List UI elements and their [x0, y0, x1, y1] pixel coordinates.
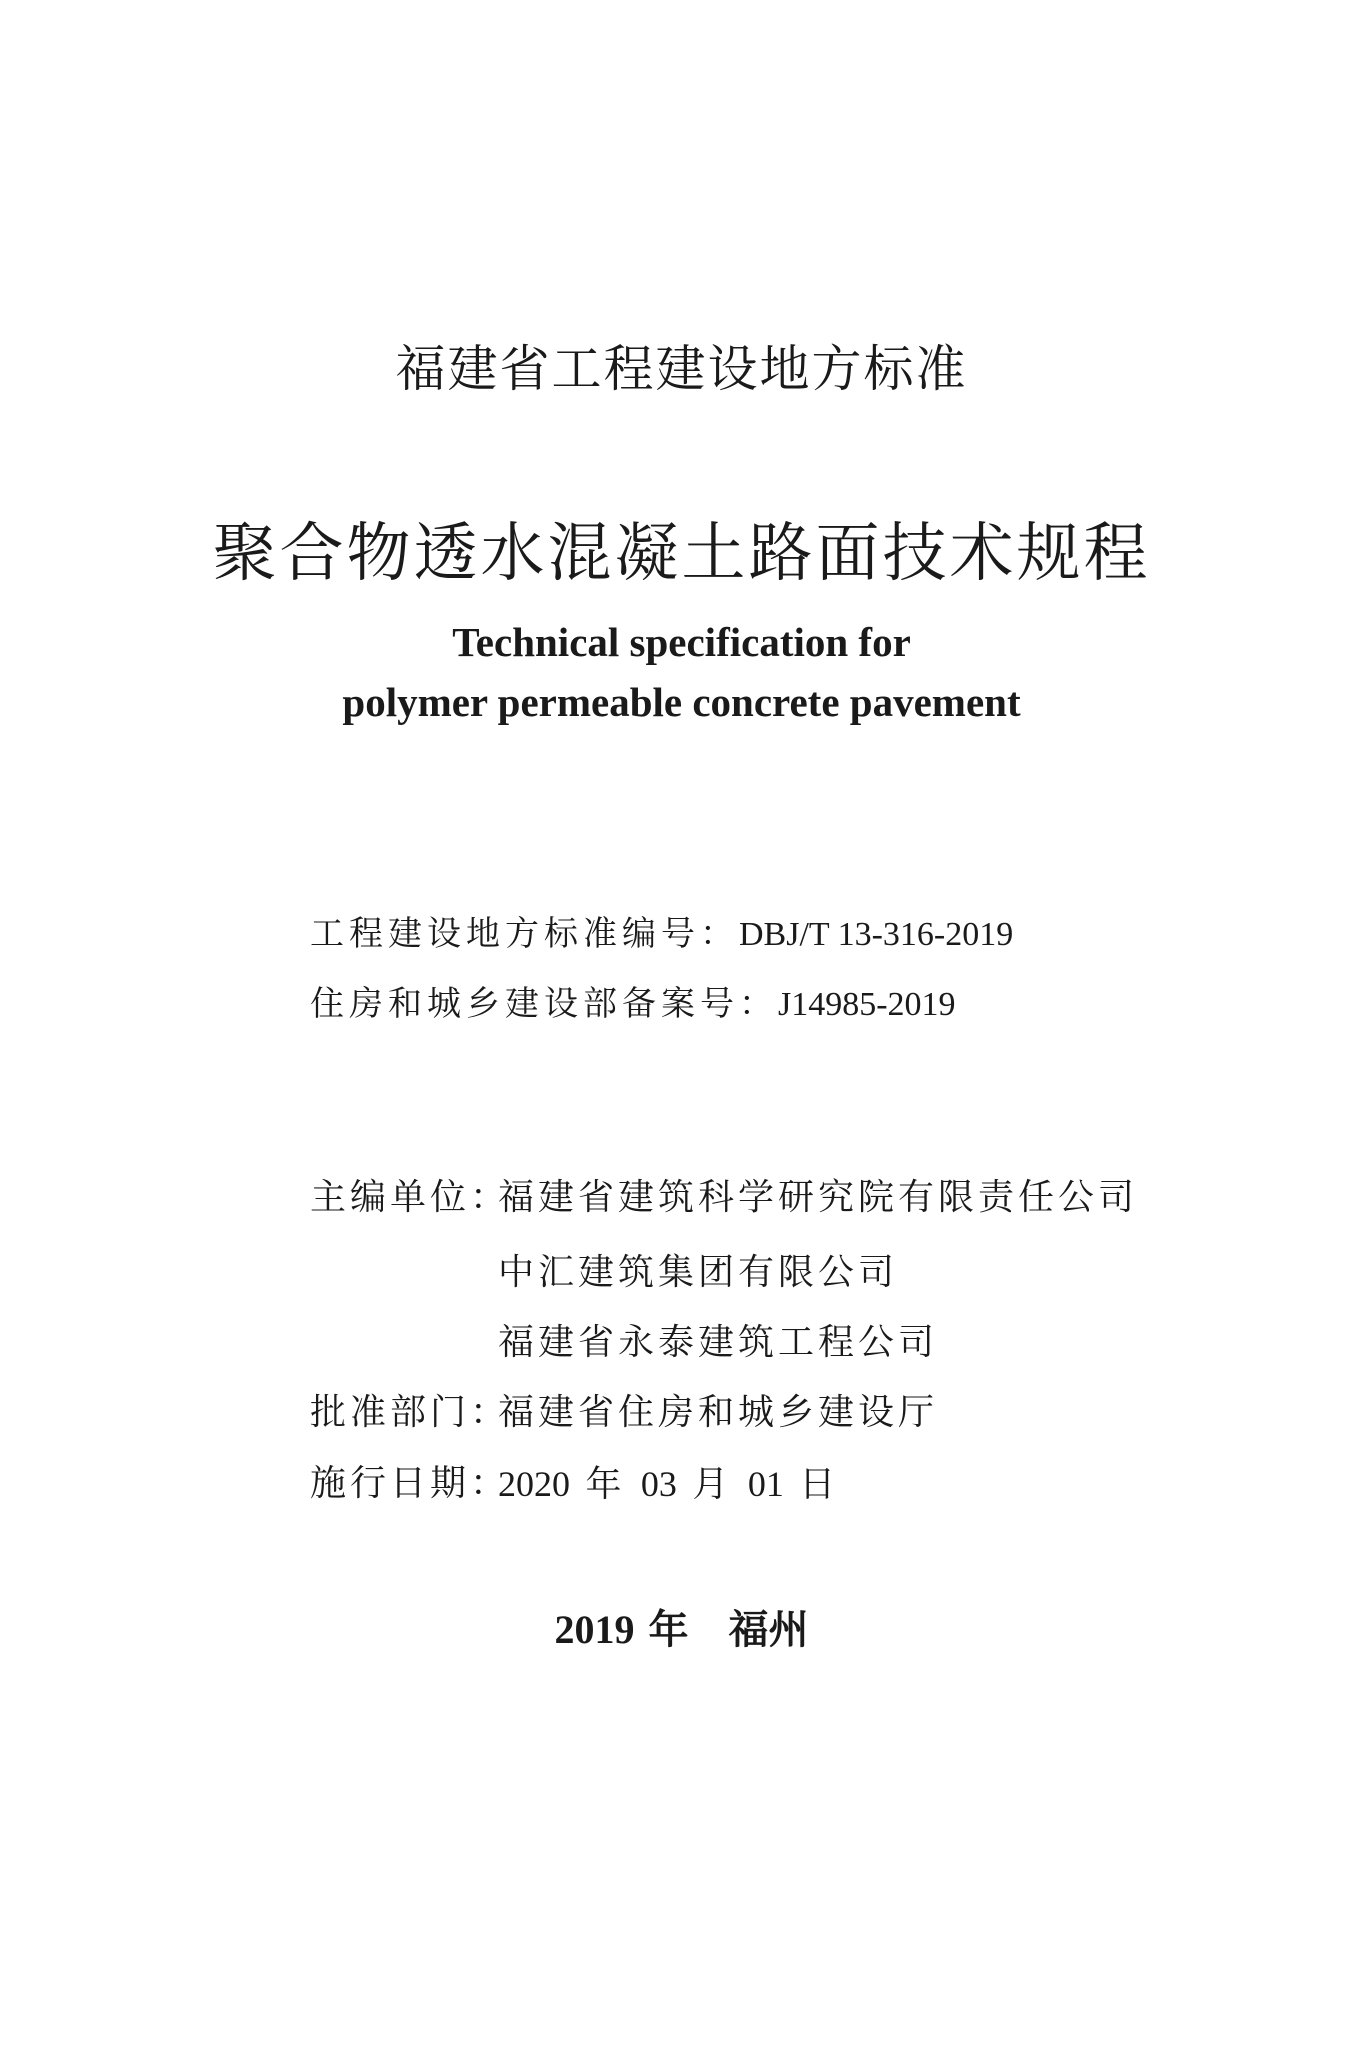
publication-city: 福州	[728, 1607, 809, 1653]
chief-editor-unit-1: 福建省建筑科学研究院有限责任公司	[498, 1177, 1139, 1218]
publication-footer	[0, 1607, 1363, 1653]
chief-editor-label: 主编单位：	[310, 1177, 511, 1218]
document-title-en-line2: polymer permeable concrete pavement	[342, 679, 1021, 725]
record-number	[310, 984, 956, 1024]
effective-day-unit: 日	[799, 1464, 840, 1505]
standard-number-value: DBJ/T 13-316-2019	[739, 916, 1014, 953]
effective-day: 01	[747, 1464, 784, 1504]
effective-date-value	[498, 1466, 839, 1503]
chief-editor-unit-3: 福建省永泰建筑工程公司	[498, 1322, 939, 1363]
effective-month: 03	[640, 1464, 677, 1504]
publication-year-unit: 年	[648, 1607, 689, 1653]
series-title: 福建省工程建设地方标准	[395, 340, 968, 398]
standard-number	[310, 914, 1014, 954]
record-number-label: 住房和城乡建设部备案号：	[310, 984, 778, 1024]
approval-label: 批准部门：	[310, 1392, 511, 1433]
document-title-zh: 聚合物透水混凝土路面技术规程	[212, 517, 1151, 591]
record-number-value: J14985-2019	[778, 986, 956, 1023]
effective-date-label: 施行日期：	[310, 1463, 511, 1504]
approval-value: 福建省住房和城乡建设厅	[498, 1392, 939, 1433]
chief-editor-unit-2: 中汇建筑集团有限公司	[498, 1252, 899, 1293]
standard-number-label: 工程建设地方标准编号：	[310, 914, 739, 954]
effective-month-unit: 月	[692, 1464, 733, 1505]
effective-year: 2020	[498, 1464, 570, 1504]
publication-year: 2019	[554, 1607, 635, 1652]
document-title-en-line1: Technical specification for	[452, 619, 911, 665]
effective-year-unit: 年	[585, 1464, 626, 1505]
